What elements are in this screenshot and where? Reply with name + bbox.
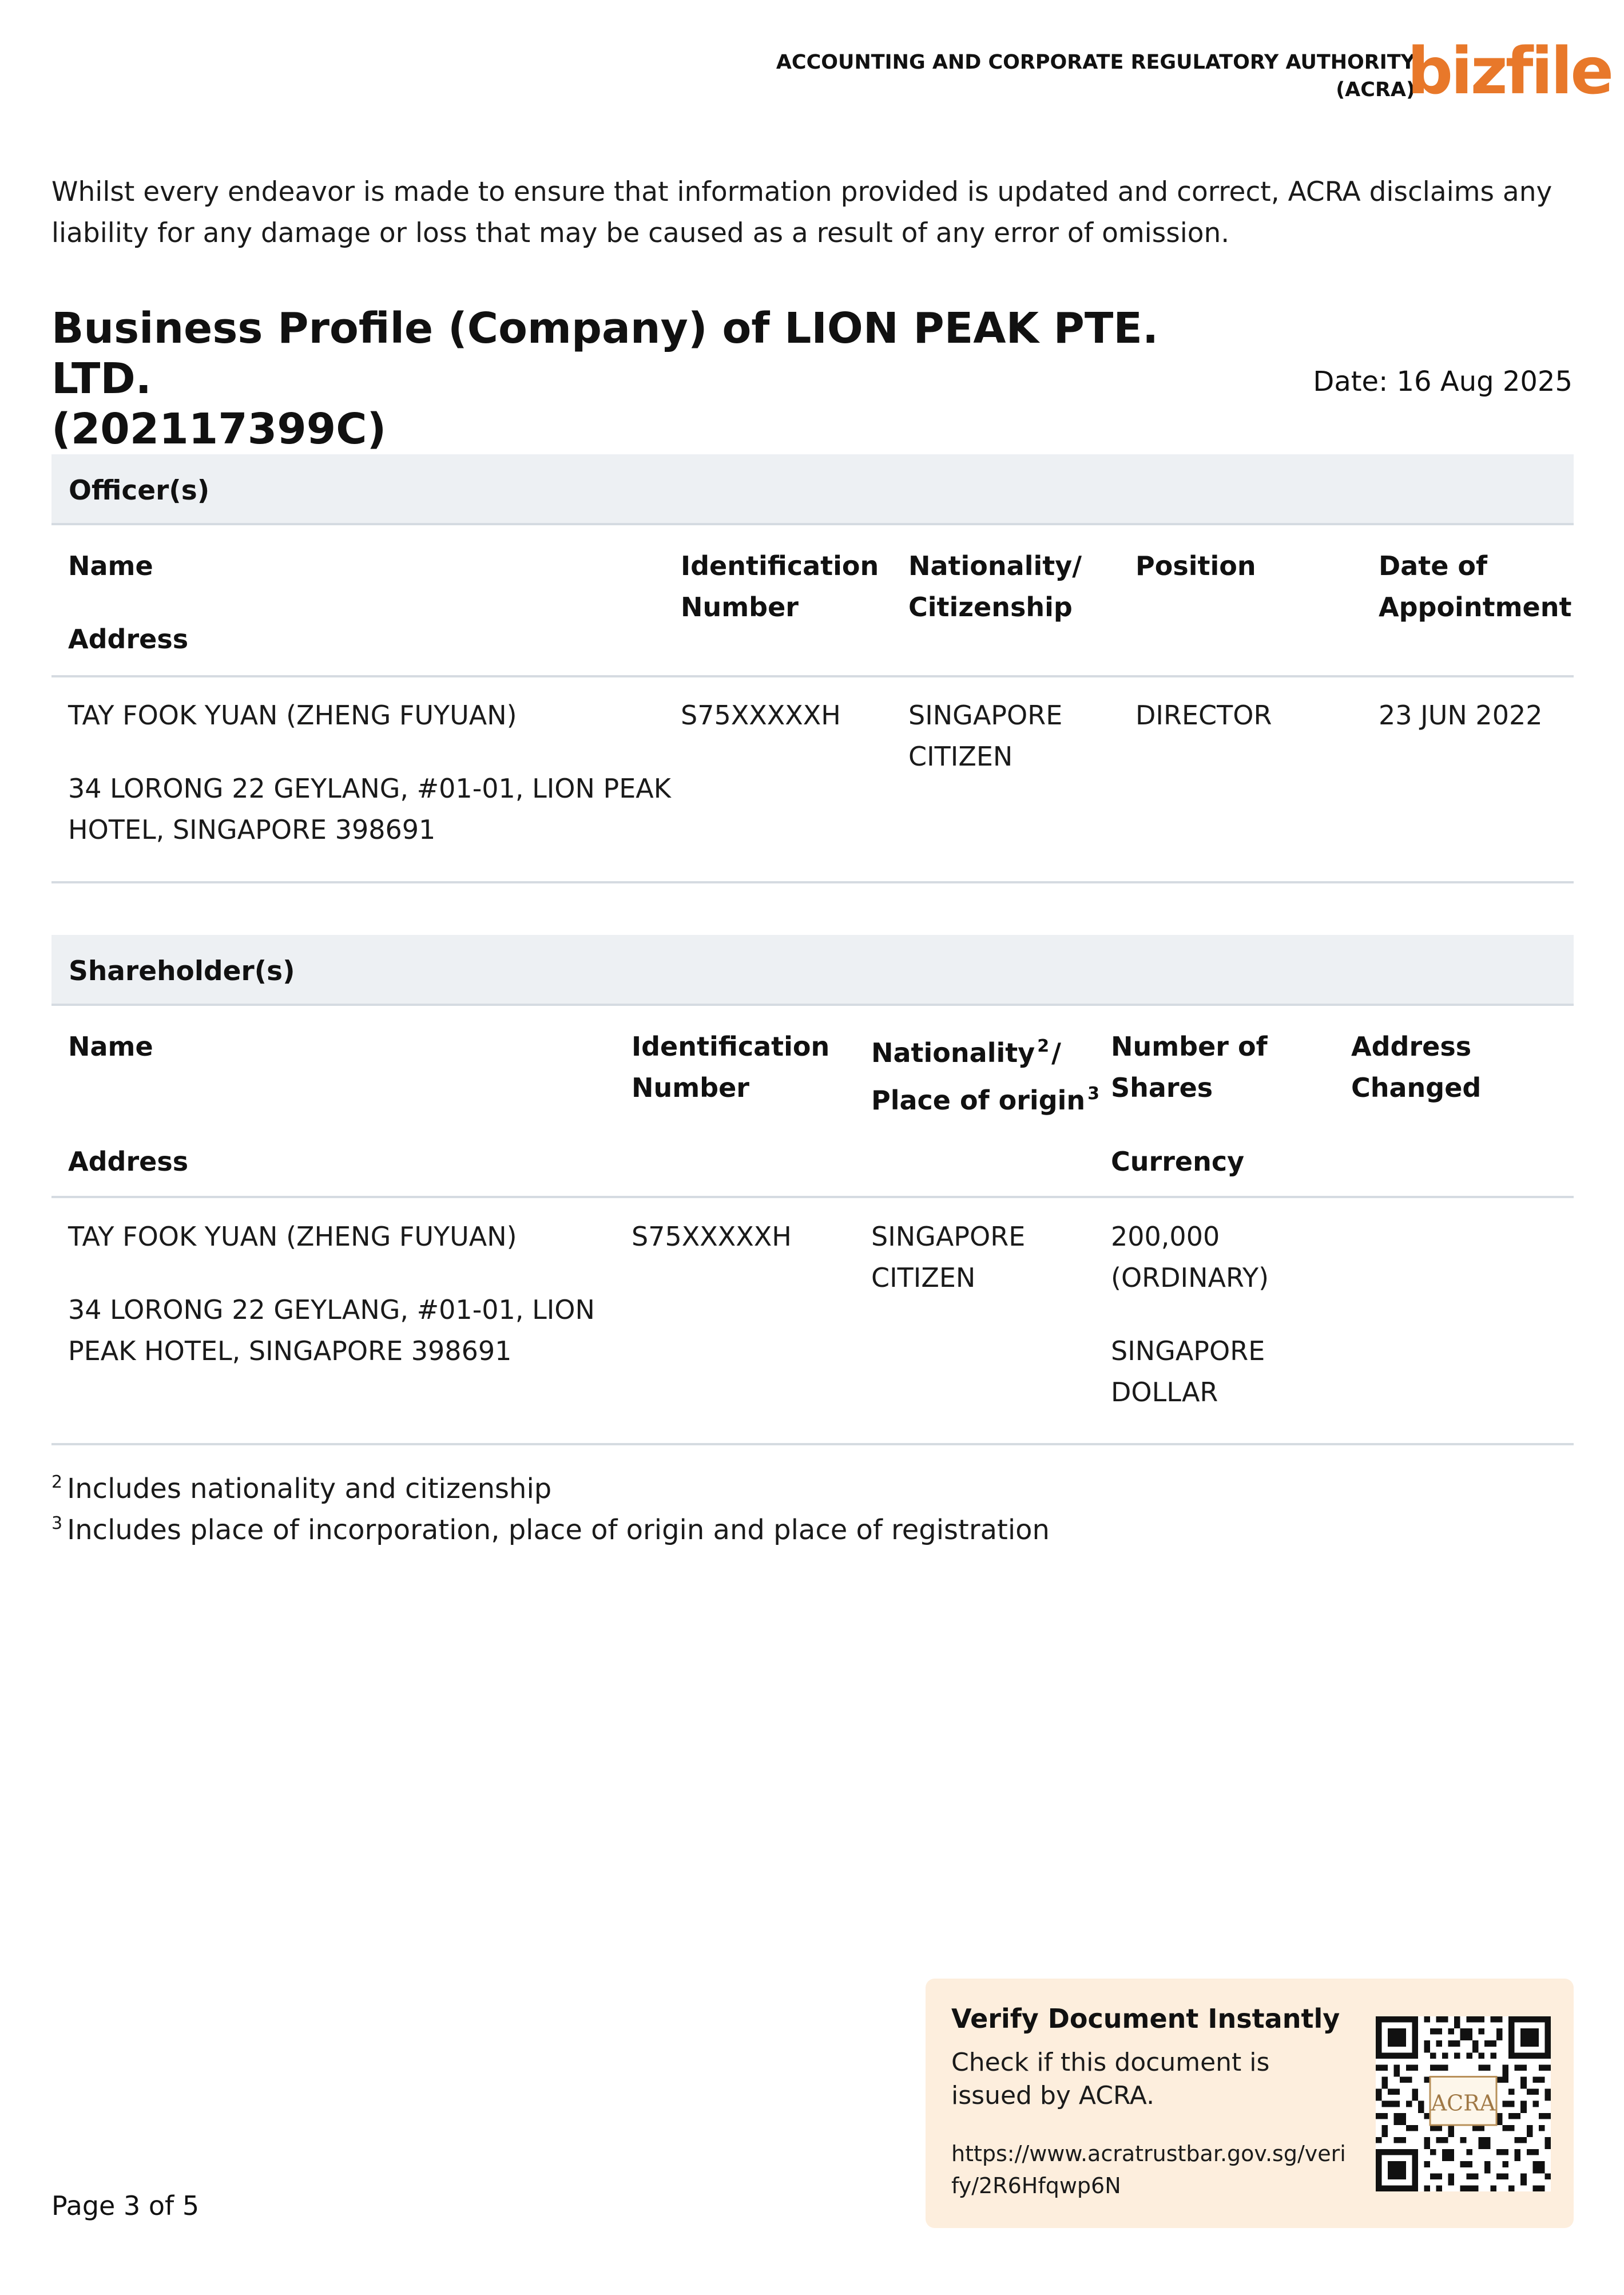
officers-col-nat-line2: Citizenship — [908, 592, 1073, 623]
qr-code-icon — [1376, 2016, 1551, 2191]
page-title-line-2: (202117399C) — [51, 405, 387, 454]
shareholder-shares-line1: 200,000 — [1111, 1221, 1220, 1252]
nat-footnote-ref: 2 — [1037, 1036, 1050, 1056]
officers-col-nationality — [908, 545, 1082, 628]
officers-col-nat-line1: Nationality/ — [908, 550, 1082, 581]
officers-header-divider — [51, 675, 1574, 677]
footnote-2 — [51, 1462, 551, 1509]
shareholders-col-changed-line2: Changed — [1351, 1072, 1482, 1103]
shareholder-nat-line2: CITIZEN — [871, 1262, 976, 1293]
officers-col-date-line1: Date of — [1379, 550, 1488, 581]
officers-section-header — [51, 454, 1574, 525]
shareholders-col-shares-line1: Number of — [1111, 1031, 1268, 1062]
shareholder-id: S75XXXXXH — [632, 1221, 792, 1252]
shareholders-col-currency: Currency — [1111, 1146, 1245, 1177]
officers-col-address: Address — [68, 624, 189, 655]
disclaimer-text: Whilst every endeavor is made to ensure that information provided is updated and correct, ACRA disclaims any liability for any damage or loss that may be caused as a result of any error of omission. — [51, 176, 1552, 249]
qr-acra-logo: ACRA — [1431, 2090, 1496, 2116]
page-number: Page 3 of 5 — [51, 2190, 200, 2221]
shareholders-col-id-line2: Number — [632, 1072, 749, 1103]
shareholder-shares-line2: (ORDINARY) — [1111, 1262, 1269, 1293]
authority-line-1: ACCOUNTING AND CORPORATE REGULATORY AUTHORITY — [776, 51, 1415, 74]
shareholder-currency-line1: SINGAPORE — [1111, 1335, 1265, 1366]
officer-position: DIRECTOR — [1135, 700, 1272, 731]
nat-slash: / — [1051, 1037, 1061, 1068]
verify-description: Check if this document is issued by ACRA. — [951, 2048, 1270, 2110]
shareholders-col-nat-line2 — [871, 1073, 1102, 1121]
shareholders-col-name: Name — [68, 1031, 153, 1062]
nat-label: Nationality — [871, 1037, 1035, 1068]
officers-col-id-line1: Identification — [681, 550, 879, 581]
authority-name — [729, 49, 1415, 104]
page-title-line-1: Business Profile (Company) of LION PEAK PTE. LTD. — [51, 304, 1159, 403]
page-title — [51, 303, 1196, 454]
officers-col-date-line2: Appointment — [1379, 592, 1572, 623]
bizfile-logo: bizfile — [1407, 34, 1612, 109]
shareholder-currency — [1111, 1330, 1265, 1413]
officer-nationality — [908, 695, 1062, 777]
footnote-2-number: 2 — [51, 1472, 63, 1492]
shareholders-col-address-changed — [1351, 1026, 1481, 1108]
officer-nat-line1: SINGAPORE — [908, 700, 1063, 731]
origin-label: Place of origin — [871, 1085, 1086, 1116]
shareholders-col-id — [632, 1026, 829, 1108]
officers-col-id-line2: Number — [681, 592, 799, 623]
shareholders-col-shares — [1111, 1026, 1268, 1108]
officer-appointment-date: 23 JUN 2022 — [1379, 700, 1543, 731]
officer-id: S75XXXXXH — [681, 700, 841, 731]
footnote-2-text: Includes nationality and citizenship — [67, 1473, 552, 1505]
shareholder-address-line2: PEAK HOTEL, SINGAPORE 398691 — [68, 1335, 512, 1366]
footnote-3 — [51, 1503, 1050, 1551]
shareholders-col-id-line1: Identification — [632, 1031, 830, 1062]
officers-section-title: Officer(s) — [69, 475, 210, 506]
shareholders-row-divider — [51, 1443, 1574, 1445]
origin-footnote-ref: 3 — [1087, 1084, 1100, 1104]
shareholder-address-line1: 34 LORONG 22 GEYLANG, #01-01, LION — [68, 1294, 595, 1325]
shareholder-address — [68, 1289, 595, 1372]
officers-col-name: Name — [68, 550, 153, 581]
shareholders-header-divider — [51, 1196, 1574, 1198]
verification-qr-code[interactable] — [1376, 2016, 1551, 2191]
shareholders-col-shares-line2: Shares — [1111, 1072, 1213, 1103]
shareholder-nat-line1: SINGAPORE — [871, 1221, 1026, 1252]
shareholders-col-nat-line1 — [871, 1026, 1102, 1073]
verify-url-link[interactable]: https://www.acratrustbar.gov.sg/verify/2R6Hfqwp6N — [951, 2141, 1346, 2198]
shareholder-nationality — [871, 1216, 1025, 1298]
shareholders-section-header — [51, 935, 1574, 1006]
shareholders-col-changed-line1: Address — [1351, 1031, 1472, 1062]
shareholders-col-nationality — [871, 1026, 1102, 1121]
officer-name: TAY FOOK YUAN (ZHENG FUYUAN) — [68, 700, 517, 731]
document-date: Date: 16 Aug 2025 — [1313, 366, 1573, 398]
verify-document-box — [926, 1979, 1574, 2228]
officer-address-line1: 34 LORONG 22 GEYLANG, #01-01, LION PEAK — [68, 773, 671, 804]
footnote-3-number: 3 — [51, 1513, 63, 1533]
officers-col-position: Position — [1135, 550, 1256, 581]
officer-nat-line2: CITIZEN — [908, 741, 1013, 772]
shareholders-col-address: Address — [68, 1146, 189, 1177]
footnote-3-text: Includes place of incorporation, place of origin and place of registration — [67, 1514, 1050, 1546]
shareholder-shares — [1111, 1216, 1269, 1298]
officer-address — [68, 768, 671, 850]
authority-line-2: (ACRA) — [1336, 78, 1415, 101]
verify-title: Verify Document Instantly — [951, 2003, 1340, 2034]
officers-col-id — [681, 545, 879, 628]
officers-col-appointment-date — [1379, 545, 1571, 628]
shareholder-name: TAY FOOK YUAN (ZHENG FUYUAN) — [68, 1221, 517, 1252]
shareholders-section-title: Shareholder(s) — [69, 956, 295, 987]
shareholder-currency-line2: DOLLAR — [1111, 1377, 1218, 1408]
officer-address-line2: HOTEL, SINGAPORE 398691 — [68, 814, 436, 845]
officers-row-divider — [51, 881, 1574, 883]
